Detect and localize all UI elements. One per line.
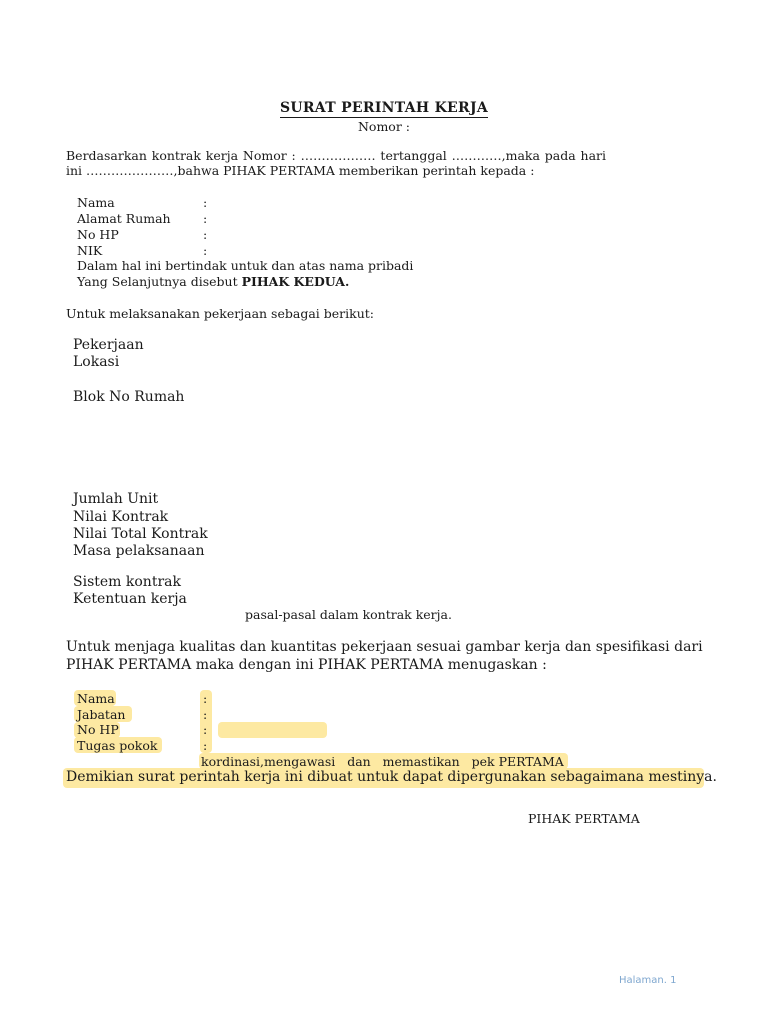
party2-statement: Dalam hal ini bertindak untuk dan atas nama pribadi (77, 258, 414, 273)
document-title: SURAT PERINTAH KERJA (279, 100, 489, 116)
para2-line-1: Untuk menjaga kualitas dan kuantitas pekerjaan sesuai gambar kerja dan spesifikasi dari (66, 639, 703, 655)
party2-designation: Yang Selanjutnya disebut PIHAK KEDUA. (77, 274, 350, 289)
work-masa: Masa pelaksanaan (73, 543, 205, 559)
hp-value-field (218, 722, 327, 738)
assignee-colon-tugas: : (203, 738, 208, 753)
assignee-tugas-value: kordinasi,mengawasi dan memastikan pek PERTAMA (201, 754, 564, 769)
party2-colon-alamat: : (203, 211, 208, 226)
party2-colon-nama: : (203, 195, 208, 210)
work-ketentuan: Ketentuan kerja (73, 591, 187, 607)
party2-label-nik: NIK (77, 243, 103, 258)
assignee-label-nama: Nama (77, 691, 115, 706)
work-intro: Untuk melaksanakan pekerjaan sebagai berikut: (66, 306, 374, 321)
para2-line-2: PIHAK PERTAMA maka dengan ini PIHAK PERTAMA menugaskan : (66, 657, 547, 673)
document-number: Nomor : (357, 119, 410, 134)
work-nilai-total: Nilai Total Kontrak (73, 526, 208, 542)
intro-line-1: Berdasarkan kontrak kerja Nomor : ……………… tertanggal …………,maka pada hari (66, 148, 606, 163)
assignee-colon-hp: : (203, 722, 208, 737)
assignee-colon-nama: : (203, 691, 208, 706)
assignee-label-jabatan: Jabatan (77, 707, 126, 722)
page-number: Halaman. 1 (619, 975, 677, 986)
work-sistem: Sistem kontrak (73, 574, 181, 590)
work-nilai-kontrak: Nilai Kontrak (73, 509, 169, 525)
closing-statement: Demikian surat perintah kerja ini dibuat untuk dapat dipergunakan sebagaimana mestinya. (66, 769, 717, 785)
party2-colon-nik: : (203, 243, 208, 258)
party2-label-alamat: Alamat Rumah (77, 211, 171, 226)
work-blok: Blok No Rumah (73, 389, 185, 405)
intro-line-2: ini …………………,bahwa PIHAK PERTAMA memberikan perintah kepada : (66, 163, 535, 178)
work-pasal: pasal-pasal dalam kontrak kerja. (245, 607, 452, 622)
work-lokasi: Lokasi (73, 354, 120, 370)
pihak-kedua-label: PIHAK KEDUA. (241, 274, 350, 289)
party2-label-hp: No HP (77, 227, 119, 242)
assignee-colon-jabatan: : (203, 707, 208, 722)
party2-colon-hp: : (203, 227, 208, 242)
work-jumlah-unit: Jumlah Unit (73, 491, 159, 507)
assignee-label-tugas: Tugas pokok (77, 738, 158, 753)
signature-label: PIHAK PERTAMA (528, 811, 640, 826)
assignee-label-hp: No HP (77, 722, 119, 737)
work-pekerjaan: Pekerjaan (73, 337, 144, 353)
party2-label-nama: Nama (77, 195, 115, 210)
